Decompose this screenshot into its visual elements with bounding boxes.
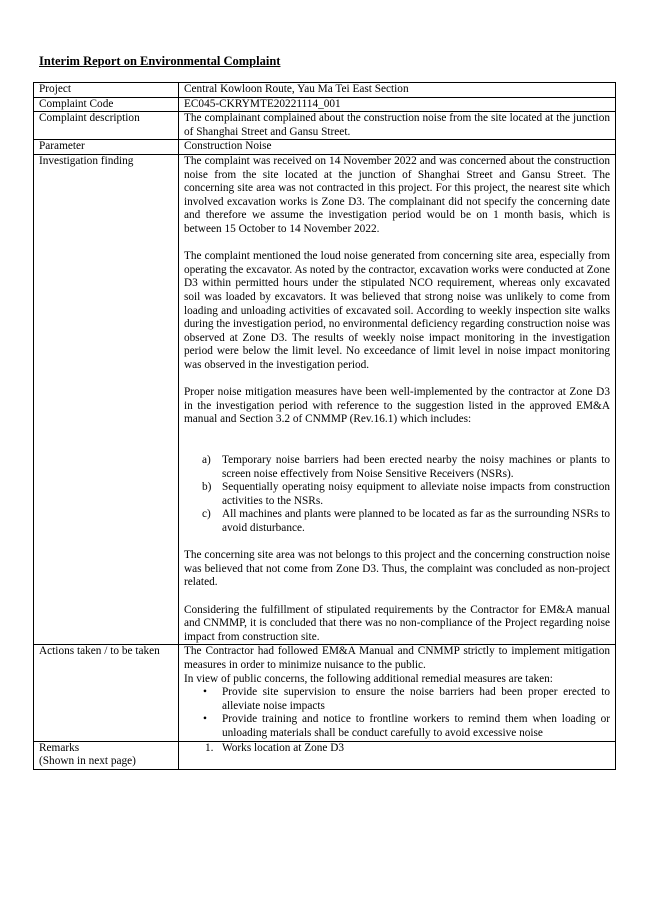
row-label: Parameter xyxy=(34,140,179,155)
bullet-icon: • xyxy=(203,686,207,699)
table-row-finding xyxy=(34,154,616,644)
list-marker: b) xyxy=(202,481,212,494)
table-row-project xyxy=(34,83,616,98)
list-item-text: All machines and plants were planned to be located as far as the surrounding NSRs to avoid disturbance. xyxy=(222,508,610,534)
list-item-text: Provide site supervision to ensure the noise barriers had been proper erected to alleviate noise impacts xyxy=(222,686,610,712)
list-marker: c) xyxy=(202,508,211,521)
list-marker: a) xyxy=(202,454,211,467)
table-row-description xyxy=(34,112,616,140)
report-title: Interim Report on Environmental Complaint xyxy=(39,54,281,68)
row-label: Actions taken / to be taken xyxy=(34,645,179,741)
description-value: The complainant complained about the construction noise from the site located at the junction of Shanghai Street and Gansu Street. xyxy=(179,112,616,140)
remarks-list xyxy=(184,742,610,756)
table-row-complaint-code xyxy=(34,97,616,112)
table-row-actions xyxy=(34,645,616,741)
list-item xyxy=(203,713,610,740)
parameter-value: Construction Noise xyxy=(179,140,616,155)
finding-value xyxy=(179,154,616,644)
row-label xyxy=(34,741,179,769)
mitigation-measures-list xyxy=(184,454,610,536)
row-label: Complaint Code xyxy=(34,97,179,112)
table-row-parameter xyxy=(34,140,616,155)
finding-paragraph: The complaint was received on 14 November 2022 and was concerned about the construction noise from the site located at the junction of Shanghai Street and Gansu Street. The concerning site area was not contracted in this project. For this project, the nearest site which involved excavation works is Zone D3. The complainant did not specify the concerning date and therefore we assume the investigation period would be on 1 month basis, which is between 15 October to 14 November 2022. xyxy=(184,154,610,235)
remarks-label: Remarks xyxy=(39,741,80,754)
list-item-text: Works location at Zone D3 xyxy=(222,741,345,754)
row-label: Project xyxy=(34,83,179,98)
list-item xyxy=(202,454,610,481)
table-row-remarks xyxy=(34,741,616,769)
list-item xyxy=(202,481,610,508)
actions-paragraph: In view of public concerns, the following additional remedial measures are taken: xyxy=(184,672,553,685)
list-marker: 1. xyxy=(205,741,214,754)
finding-paragraph: The complaint mentioned the loud noise generated from concerning site area, especially from operating the excavator. As noted by the contractor, excavation works were conducted at Zone D3 within permitted hours under the stipulated NCO requirement, whereas only excavated soil was loaded by excavators. It was believed that strong noise was unlikely to come from loading and unloading activities of excavated soil. According to weekly inspection site walks during the investigation period, no environmental deficiency regarding construction noise was observed at Zone D3. The results of weekly noise impact monitoring in the investigation period were below the limit level. No exceedance of limit level in noise impact monitoring was observed in the investigation period. xyxy=(184,250,610,371)
actions-value xyxy=(179,645,616,741)
list-item-text: Provide training and notice to frontline workers to remind them when loading or unloading materials shall be conduct carefully to avoid excessive noise xyxy=(222,713,610,739)
list-item-text: Temporary noise barriers had been erected nearby the noisy machines or plants to screen noise effectively from Noise Sensitive Receivers (NSRs). xyxy=(222,454,610,480)
bullet-icon: • xyxy=(203,713,207,726)
finding-paragraph: The concerning site area was not belongs to this project and the concerning construction noise was believed that not come from Zone D3. Thus, the complaint was concluded as non-project related. xyxy=(184,549,610,589)
list-item-text: Sequentially operating noisy equipment to alleviate noise impacts from construction activities to the NSRs. xyxy=(222,481,610,507)
complaint-code-value: EC045-CKRYMTE20221114_001 xyxy=(179,97,616,112)
project-value: Central Kowloon Route, Yau Ma Tei East Section xyxy=(179,83,616,98)
row-label: Investigation finding xyxy=(34,154,179,644)
actions-paragraph: The Contractor had followed EM&A Manual and CNMMP strictly to implement mitigation measures in order to minimize nuisance to the public. xyxy=(184,645,610,671)
list-item xyxy=(203,686,610,713)
finding-paragraph: Proper noise mitigation measures have been well-implemented by the contractor at Zone D3 in the investigation period with reference to the suggestion listed in the approved EM&A manual and Section 3.2 of CNMMP (Rev.16.1) which includes: xyxy=(184,386,610,426)
remarks-sublabel: (Shown in next page) xyxy=(39,755,136,768)
complaint-table xyxy=(33,82,616,770)
row-label: Complaint description xyxy=(34,112,179,140)
finding-paragraph: Considering the fulfillment of stipulated requirements by the Contractor for EM&A manual and CNMMP, it is concluded that there was no non-compliance of the Project regarding noise impact from construction site. xyxy=(184,603,610,643)
remedial-measures-list xyxy=(184,686,610,740)
remarks-value xyxy=(179,741,616,769)
list-item xyxy=(205,741,610,756)
list-item xyxy=(202,508,610,535)
